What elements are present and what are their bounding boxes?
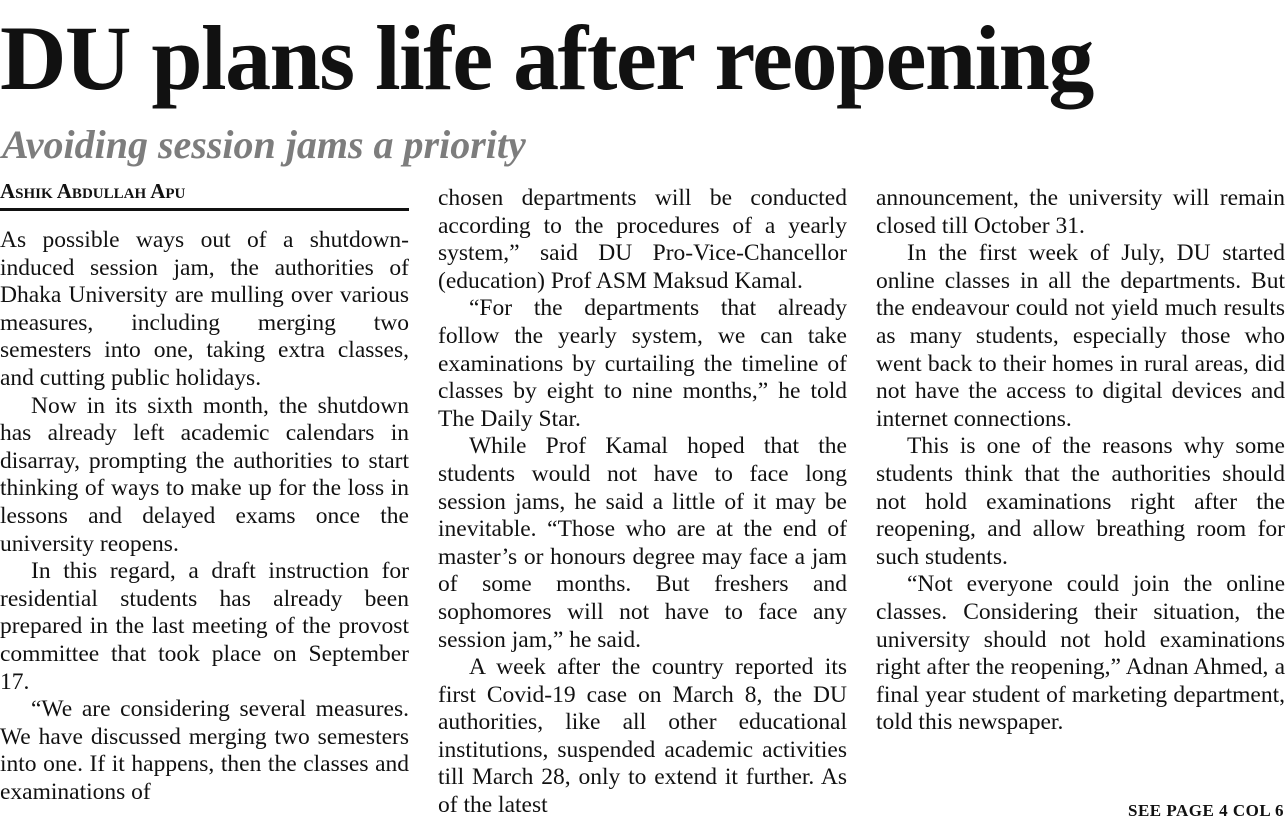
paragraph: While Prof Kamal hoped that the students would not have to face long session jams, he said a little of it may be inevitable. “Those who are at the end of master’s or honours degree may face a jam of some months. But freshers and sophomores will not have to face any session jam,” he said. (438, 433, 847, 653)
subheadline: Avoiding session jams a priority (2, 122, 526, 167)
headline: DU plans life after reopening (0, 7, 1093, 109)
paragraph: In the first week of July, DU started online classes in all the departments. But the endeavour could not yield much results as many students, especially those who went back to their homes in rural areas, did not have the access to digital devices and internet connections. (876, 240, 1285, 432)
byline: Ashik Abdullah Apu (0, 178, 409, 211)
paragraph: This is one of the reasons why some students think that the authorities should not hold examinations right after the reopening, and allow breathing room for such students. (876, 433, 1285, 570)
paragraph: chosen departments will be conducted according to the procedures of a yearly system,” said DU Pro-Vice-Chancellor (education) Prof ASM Maksud Kamal. (438, 185, 847, 294)
paragraph: “We are considering several measures. We have discussed merging two semesters into one. If it happens, then the classes and examinations of (0, 696, 409, 805)
paragraph: announcement, the university will remain closed till October 31. (876, 185, 1285, 239)
article-column-2 (438, 185, 847, 820)
paragraph: “For the departments that already follow the yearly system, we can take examinations by curtailing the timeline of classes by eight to nine months,” he told The Daily Star. (438, 295, 847, 432)
paragraph: “Not everyone could join the online classes. Considering their situation, the university should not hold examinations right after the reopening,” Adnan Ahmed, a final year student of marketing department, told this newspaper. (876, 571, 1285, 736)
article-column-3 (876, 185, 1285, 737)
paragraph: As possible ways out of a shutdown-induced session jam, the authorities of Dhaka University are mulling over various measures, including merging two semesters into one, taking extra classes, and cutting public holidays. (0, 227, 409, 391)
paragraph: In this regard, a draft instruction for residential students has already been prepared in the last meeting of the provost committee that took place on September 17. (0, 558, 409, 695)
article-column-1 (0, 227, 409, 806)
paragraph: A week after the country reported its first Covid-19 case on March 8, the DU authorities, like all other educational institutions, suspended academic activities till March 28, only to extend it further. As of the latest (438, 654, 847, 819)
paragraph: Now in its sixth month, the shutdown has already left academic calendars in disarray, prompting the authorities to start thinking of ways to make up for the loss in lessons and delayed exams once the university reopens. (0, 392, 409, 557)
continuation-jump-line: SEE PAGE 4 COL 6 (1128, 801, 1284, 820)
